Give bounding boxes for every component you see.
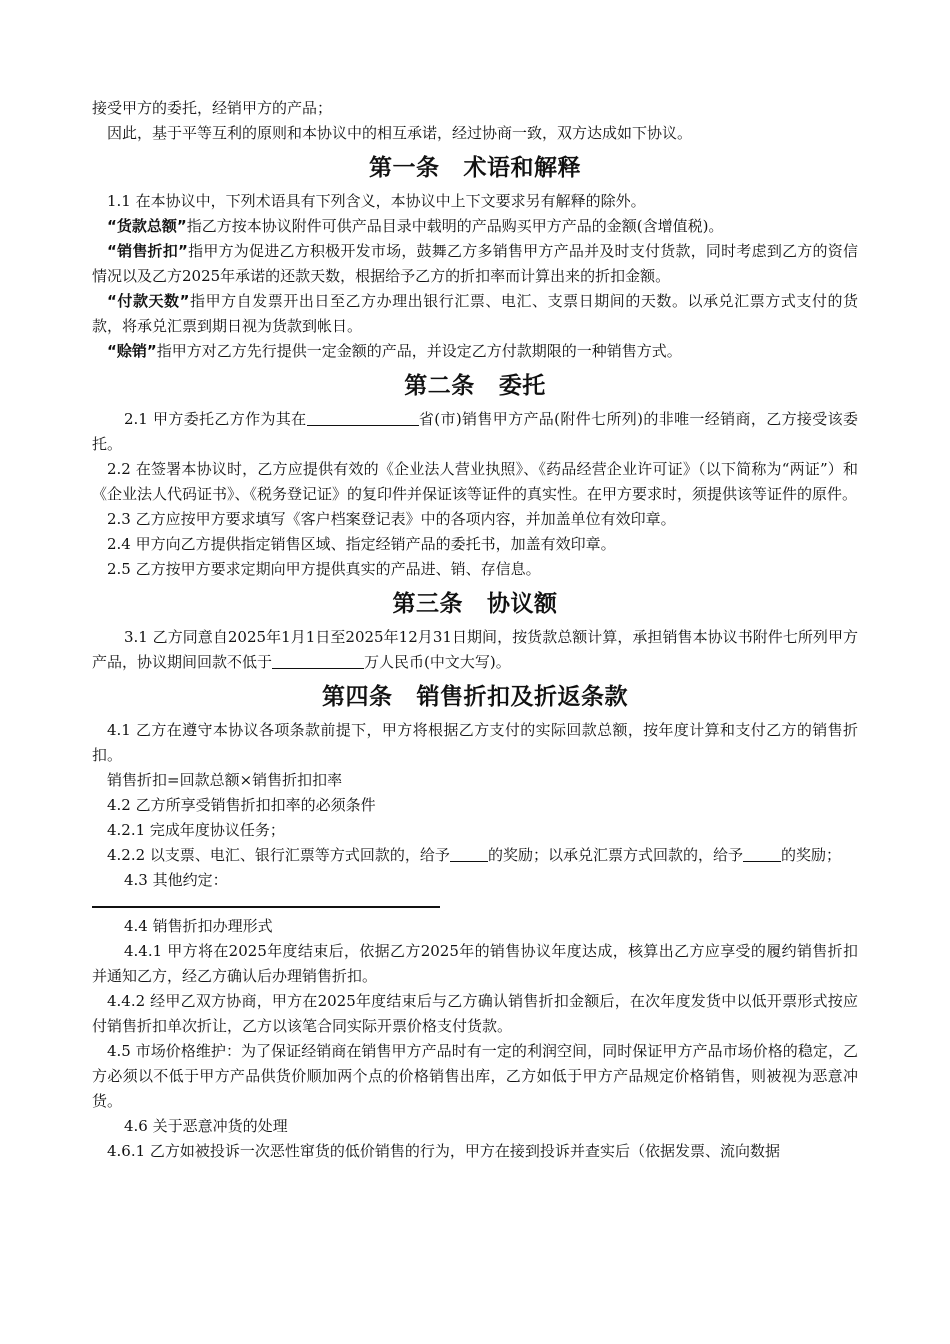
- term-text: 指乙方按本协议附件可供产品目录中载明的产品购买甲方产品的金额(含增值税)。: [186, 217, 724, 235]
- clause-2-1: [92, 407, 858, 457]
- article-1-heading: [92, 151, 858, 185]
- term-definition: [92, 239, 858, 289]
- clause-text: 4.2.2 以支票、电汇、银行汇票等方式回款的，给予: [107, 846, 450, 864]
- article-1-title: 术语和解释: [463, 155, 581, 181]
- article-1-number: 第一条: [369, 155, 440, 181]
- term-text: 指甲方对乙方先行提供一定金额的产品，并设定乙方付款期限的一种销售方式。: [156, 342, 682, 360]
- article-4-title: 销售折扣及折返条款: [416, 684, 628, 710]
- clause-4-2: 4.2 乙方所享受销售折扣扣率的必须条件: [107, 796, 376, 814]
- discount-formula: 销售折扣=回款总额×销售折扣扣率: [107, 771, 343, 789]
- clause-text: 的奖励；以承兑汇票方式回款的，给予: [487, 846, 743, 864]
- term-name: “货款总额”: [107, 217, 187, 235]
- clause-4-6-1: 4.6.1 乙方如被投诉一次恶性窜货的低价销售的行为，甲方在接到投诉并查实后（依据发票、流向数据: [107, 1142, 780, 1160]
- article-3-title: 协议额: [487, 591, 558, 617]
- article-2-heading: [92, 369, 858, 403]
- clause-text: 万人民币(中文大写)。: [364, 653, 511, 671]
- term-definition: [92, 289, 858, 339]
- clause-text: 3.1 乙方同意自2025年1月1日至2025年12月31日期间，按货款总额计算，承担销售本协议书附件七所列甲方产品，协议期间回款不低于: [92, 628, 858, 671]
- clause-4-2-2: [92, 843, 858, 868]
- term-text: 指甲方自发票开出日至乙方办理出银行汇票、电汇、支票日期间的天数。以承兑汇票方式支付的货款，将承兑汇票到期日视为货款到帐日。: [92, 292, 859, 335]
- term-name: “赊销”: [107, 342, 157, 360]
- clause-4-4-2: 4.4.2 经甲乙双方协商，甲方在2025年度结束后与乙方确认销售折扣金额后，在次年度发货中以低开票形式按应付销售折扣单次折让，乙方以该笔合同实际开票价格支付货款。: [92, 992, 858, 1035]
- clause-1-1: 1.1 在本协议中，下列术语具有下列含义，本协议中上下文要求另有解释的除外。: [107, 192, 646, 210]
- article-2-title: 委托: [498, 373, 546, 399]
- clause-4-4-1: 4.4.1 甲方将在2025年度结束后，依据乙方2025年的销售协议年度达成，核算出乙方应享受的履约销售折扣并通知乙方，经乙方确认后办理销售折扣。: [92, 942, 858, 985]
- fill-in-blank-amount[interactable]: [272, 653, 364, 669]
- article-4-heading: [92, 680, 858, 714]
- term-name: “付款天数”: [107, 292, 190, 310]
- clause-4-2-1: 4.2.1 完成年度协议任务；: [107, 821, 285, 839]
- fill-in-blank-province[interactable]: [307, 410, 419, 426]
- clause-2-5: 2.5 乙方按甲方要求定期向甲方提供真实的产品进、销、存信息。: [107, 560, 541, 578]
- clause-2-2: 2.2 在签署本协议时，乙方应提供有效的《企业法人营业执照》、《药品经营企业许可证》（以下简称为“两证”）和《企业法人代码证书》、《税务登记证》的复印件并保证该等证件的真实性。在甲方要求时，须提供该等证件的原件。: [92, 460, 858, 503]
- clause-2-3: 2.3 乙方应按甲方要求填写《客户档案登记表》中的各项内容，并加盖单位有效印章。: [107, 510, 676, 528]
- clause-text: 省(市)销售甲方产品(附件七所列)的非唯一经销商，乙方接受该委托。: [92, 410, 858, 453]
- clause-2-4: 2.4 甲方向乙方提供指定销售区域、指定经销产品的委托书，加盖有效印章。: [107, 535, 616, 553]
- clause-text: 的奖励；: [780, 846, 841, 864]
- term-definition: [92, 214, 858, 239]
- term-definition: [92, 339, 858, 364]
- clause-4-1: 4.1 乙方在遵守本协议各项条款前提下，甲方将根据乙方支付的实际回款总额，按年度计算和支付乙方的销售折扣。: [92, 721, 858, 764]
- article-2-number: 第二条: [404, 373, 475, 399]
- clause-text: 2.1 甲方委托乙方作为其在: [124, 410, 307, 428]
- clause-4-4: 4.4 销售折扣办理形式: [124, 917, 273, 935]
- fill-in-blank-reward-1[interactable]: [450, 846, 488, 862]
- fill-in-blank-reward-2[interactable]: [743, 846, 781, 862]
- other-terms-blank-line[interactable]: [92, 906, 440, 908]
- clause-4-5: 4.5 市场价格维护：为了保证经销商在销售甲方产品时有一定的利润空间，同时保证甲方产品市场价格的稳定，乙方必须以不低于甲方产品供货价顺加两个点的价格销售出库，乙方如低于甲方产品规定价格销售，则被视为恶意冲货。: [92, 1042, 858, 1110]
- term-text: 指甲方为促进乙方积极开发市场，鼓舞乙方多销售甲方产品并及时支付货款，同时考虑到乙方的资信情况以及乙方2025年承诺的还款天数，根据给予乙方的折扣率而计算出来的折扣金额。: [92, 242, 858, 285]
- intro-line-1: 接受甲方的委托，经销甲方的产品；: [92, 99, 333, 117]
- article-3-heading: [92, 587, 858, 621]
- clause-3-1: [92, 625, 858, 675]
- term-name: “销售折扣”: [107, 242, 188, 260]
- article-4-number: 第四条: [322, 684, 393, 710]
- article-3-number: 第三条: [392, 591, 463, 617]
- clause-4-6: 4.6 关于恶意冲货的处理: [124, 1117, 288, 1135]
- intro-line-2: 因此，基于平等互利的原则和本协议中的相互承诺，经过协商一致，双方达成如下协议。: [107, 124, 693, 142]
- clause-4-3: 4.3 其他约定：: [124, 871, 228, 889]
